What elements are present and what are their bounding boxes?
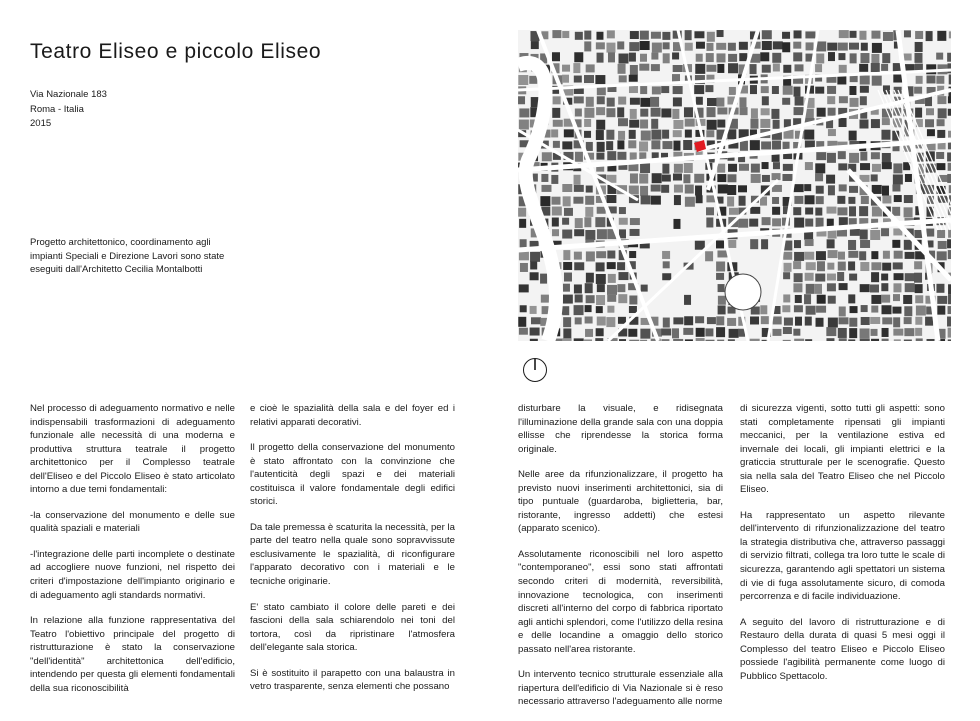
paragraph: -l'integrazione delle parti incomplete o destinate ad accogliere nuove funzioni, nel rispetto dei criteri d'impostazione dell'impianto originario e di adeguamento agli standards normativi. [30,548,235,601]
paragraph: Da tale premessa è scaturita la necessità, per la parte del teatro nella quale sono sopravvissute esclusivamente le spazialità, di riconfigurare l'apparato decorativo con i materiali e le tecniche originarie. [250,521,455,588]
address-city: Roma - Italia [30,103,84,115]
city-map [518,30,951,341]
paragraph: Il progetto della conservazione del monumento è stato affrontato con la convinzione che l'autenticità degli spazi e dei materiali costituisca il valore fondamentale degli edifici storici. [250,442,455,508]
text-column-1 [30,402,235,707]
address-block [30,88,107,132]
paragraph: disturbare la visuale, e ridisegnata l'illuminazione della grande sala con una doppia ellisse che riprendesse la storica forma originale. [518,403,723,455]
paragraph: -la conservazione del monumento e delle sue qualità spaziali e materiali [30,509,235,535]
paragraph: di sicurezza vigenti, sotto tutti gli aspetti: sono stati completamente ripensati gli impianti meccanici, per la ventilazione estiva ed invernale dei locali, gli impianti elettrici e la graticcia strutturale per le scenografie. Questo sia nella sala del Teatro Eliseo che nel Piccolo Eliseo. [740,403,945,496]
paragraph: Ha rappresentato un aspetto rilevante dell'intervento di rifunzionalizzazione del teatro la strategia distributiva che, attraverso passaggi di servizio filtrati, collega tra loro tutte le scale di sicurezza, garantendo agli spettatori un sistema di vie di fuga assolutamente sicuro, di comoda percorrenza e di facile individuazione. [740,509,945,603]
paragraph: e cioè le spazialità della sala e del foyer ed i relativi apparati decorativi. [250,403,455,428]
text-column-4 [740,402,945,695]
paragraph: A seguito del lavoro di ristrutturazione e di Restauro della durata di quasi 5 mesi oggi il Complesso del teatro Eliseo e Piccolo Eliseo possiede l'agibilità permanente come luogo di Pubblico Spettacolo. [740,616,945,682]
paragraph: Assolutamente riconoscibili nel loro aspetto "contemporaneo", essi sono stati affrontati secondo criteri di modernità, reversibilità, innovazione tecnologica, con inserimenti discreti all'interno del corpo di fabbrica riportato agli antichi splendori, come l'utilizzo della resina e delle locandine a omaggio dello storico passato nell'area ristorante. [518,548,723,655]
credits-text: Progetto architettonico, coordinamento agli impianti Speciali e Direzione Lavori sono state eseguiti dall'Architetto Cecilia Montalbotti [30,237,225,276]
city-map-drawing [518,30,951,341]
text-column-3 [518,402,723,721]
page-title: Teatro Eliseo e piccolo Eliseo [30,40,322,63]
address-street: Via Nazionale 183 [30,89,107,100]
paragraph: In relazione alla funzione rappresentativa del Teatro l'obiettivo principale del progetto di ristrutturazione è stato la conservazione "dell'identità" architettonica dell'edificio, intendendo per questa gli elementi fondamentali della sua riconoscibilità [30,615,235,694]
paragraph: Si è sostituito il parapetto con una balaustra in vetro trasparente, senza elementi che possano [250,667,455,693]
north-arrow-icon [522,357,548,383]
paragraph: E' stato cambiato il colore delle pareti e dei fascioni della sala schiarendolo nei toni del tortora, così da ripristinare l'atmosfera dell'elegante sala storica. [250,601,455,654]
paragraph: Nel processo di adeguamento normativo e nelle indispensabili trasformazioni di adeguamento funzionale alle necessità di una moderna e produttiva struttura teatrale il progetto architettonico per il Complesso teatrale dell'Eliseo e del Piccolo Eliseo è stato articolato intorno a due temi fondamentali: [30,403,235,496]
text-column-2 [250,402,455,706]
paragraph: Nelle aree da rifunzionalizzare, il progetto ha previsto nuovi inserimenti architettonici, sia di tipo puntuale (guardaroba, biglietteria, bar, ristorante, ingresso addetti) che estesi (apparato scenico). [518,469,723,535]
project-year: 2015 [30,118,52,129]
paragraph: Un intervento tecnico strutturale essenziale alla riapertura dell'edificio di Via Nazionale si è reso necessario attraverso l'adeguamento alle norme [518,669,723,708]
